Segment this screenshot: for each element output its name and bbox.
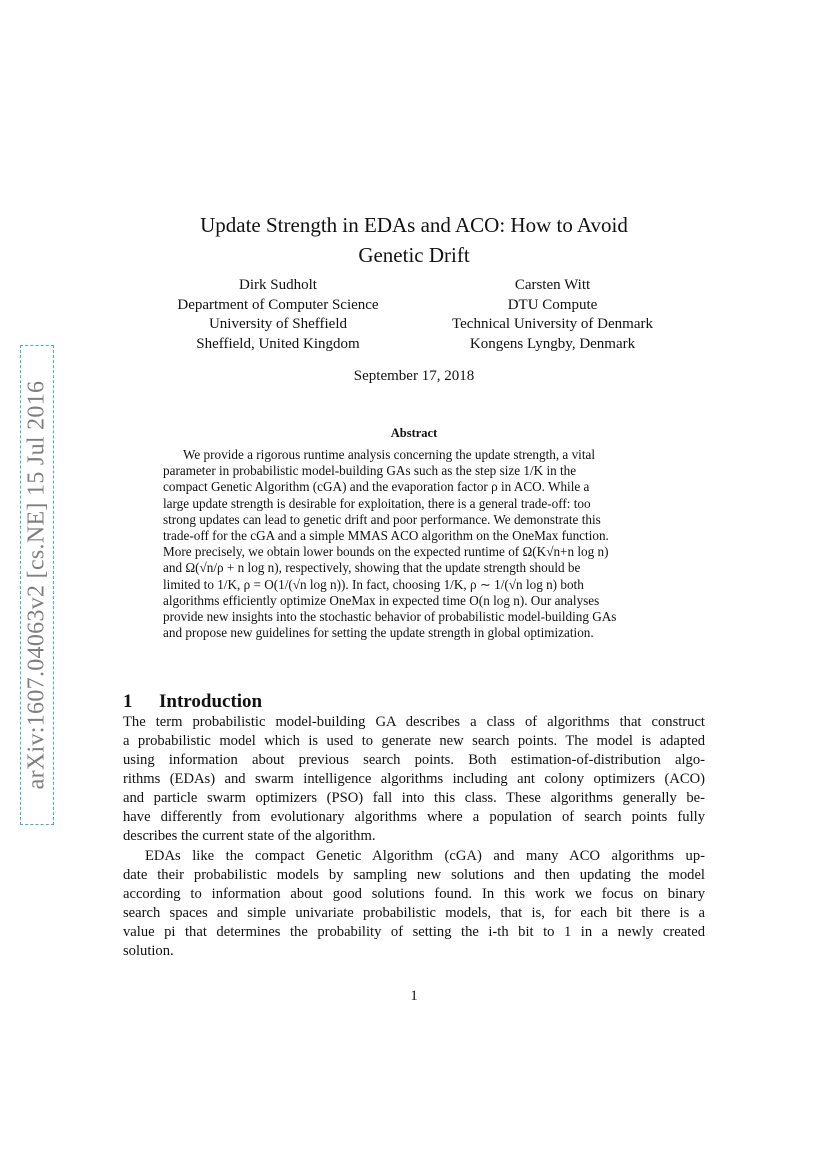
author-name: Dirk Sudholt bbox=[239, 277, 317, 293]
intro-paragraph bbox=[123, 847, 705, 961]
abstract-line: compact Genetic Algorithm (cGA) and the evaporation factor ρ in ACO. While a bbox=[163, 479, 590, 495]
body-line: solution. bbox=[123, 943, 174, 959]
body-line: The term probabilistic model-building GA describes a class of algorithms that construct bbox=[123, 714, 705, 730]
author-institution: University of Sheffield bbox=[208, 316, 348, 332]
body-line: search spaces and simple univariate probabilistic models, that is, for each bit there is a bbox=[123, 905, 705, 921]
body-line: according to information about good solutions found. In this work we focus on binary bbox=[123, 886, 705, 902]
section-heading bbox=[123, 691, 262, 713]
abstract-line: We provide a rigorous runtime analysis concerning the update strength, a vital bbox=[183, 447, 596, 462]
body-line: and particle swarm optimizers (PSO) fall into this class. These algorithms generally be- bbox=[123, 790, 705, 806]
abstract-line: trade-off for the cGA and a simple MMAS ACO algorithm on the OneMax function. bbox=[163, 528, 609, 544]
body-line: date their probabilistic models by sampling new solutions and then updating the model bbox=[123, 867, 705, 883]
abstract-body bbox=[163, 447, 666, 641]
section-title: Introduction bbox=[159, 690, 263, 712]
author-location: Kongens Lyngby, Denmark bbox=[469, 335, 636, 352]
abstract-line: large update strength is desirable for exploitation, there is a general trade-off: too bbox=[163, 495, 591, 511]
body-line: have differently from evolutionary algorithms where a population of search points fully bbox=[123, 809, 705, 825]
author-institution: Technical University of Denmark bbox=[452, 316, 653, 332]
abstract-line: parameter in probabilistic model-building GAs such as the step size 1/K in the bbox=[163, 463, 577, 479]
body-line: value pi that determines the probability of setting the i-th bit to 1 in a newly created bbox=[123, 924, 705, 940]
abstract-line: and propose new guidelines for setting the update strength in global optimization. bbox=[163, 625, 594, 641]
author-name: Carsten Witt bbox=[514, 277, 591, 293]
abstract-line: and Ω(√n/ρ + n log n), respectively, showing that the update strength should be bbox=[163, 560, 581, 576]
abstract-line: algorithms efficiently optimize OneMax in expected time O(n log n). Our analyses bbox=[163, 592, 600, 608]
title-line: Genetic Drift bbox=[358, 243, 470, 268]
title-line: Update Strength in EDAs and ACO: How to Avoid bbox=[200, 213, 628, 238]
body-line: a probabilistic model which is used to generate new search points. The model is adapted bbox=[123, 733, 705, 749]
author-department: DTU Compute bbox=[507, 296, 598, 313]
arxiv-side-stamp bbox=[20, 345, 54, 825]
author-block bbox=[425, 276, 680, 354]
paper-date: September 17, 2018 bbox=[353, 368, 475, 384]
page-number: 1 bbox=[410, 988, 418, 1004]
abstract-line: strong updates can lead to genetic drift and poor performance. We demonstrate this bbox=[163, 511, 601, 527]
paper-title bbox=[130, 210, 698, 270]
abstract-line: limited to 1/K, ρ = O(1/(√n log n)). In fact, choosing 1/K, ρ ∼ 1/(√n log n) both bbox=[163, 576, 584, 592]
intro-paragraph bbox=[123, 713, 705, 846]
author-location: Sheffield, United Kingdom bbox=[196, 335, 360, 352]
body-line: EDAs like the compact Genetic Algorithm (cGA) and many ACO algorithms up- bbox=[145, 848, 705, 864]
abstract-line: provide new insights into the stochastic behavior of probabilistic model-building GAs bbox=[163, 609, 617, 625]
body-line: rithms (EDAs) and swarm intelligence algorithms including ant colony optimizers (ACO) bbox=[123, 771, 705, 787]
author-block bbox=[150, 276, 406, 354]
arxiv-identifier: arXiv:1607.04063v2 [cs.NE] 15 Jul 2016 bbox=[23, 380, 50, 790]
body-line: using information about previous search points. Both estimation-of-distribution algo- bbox=[123, 752, 705, 768]
abstract-line: More precisely, we obtain lower bounds on the expected runtime of Ω(K√n+n log n) bbox=[163, 544, 609, 560]
author-department: Department of Computer Science bbox=[177, 296, 379, 313]
abstract-heading: Abstract bbox=[390, 426, 438, 440]
body-line: describes the current state of the algorithm. bbox=[123, 828, 376, 844]
section-number: 1 bbox=[123, 690, 133, 712]
